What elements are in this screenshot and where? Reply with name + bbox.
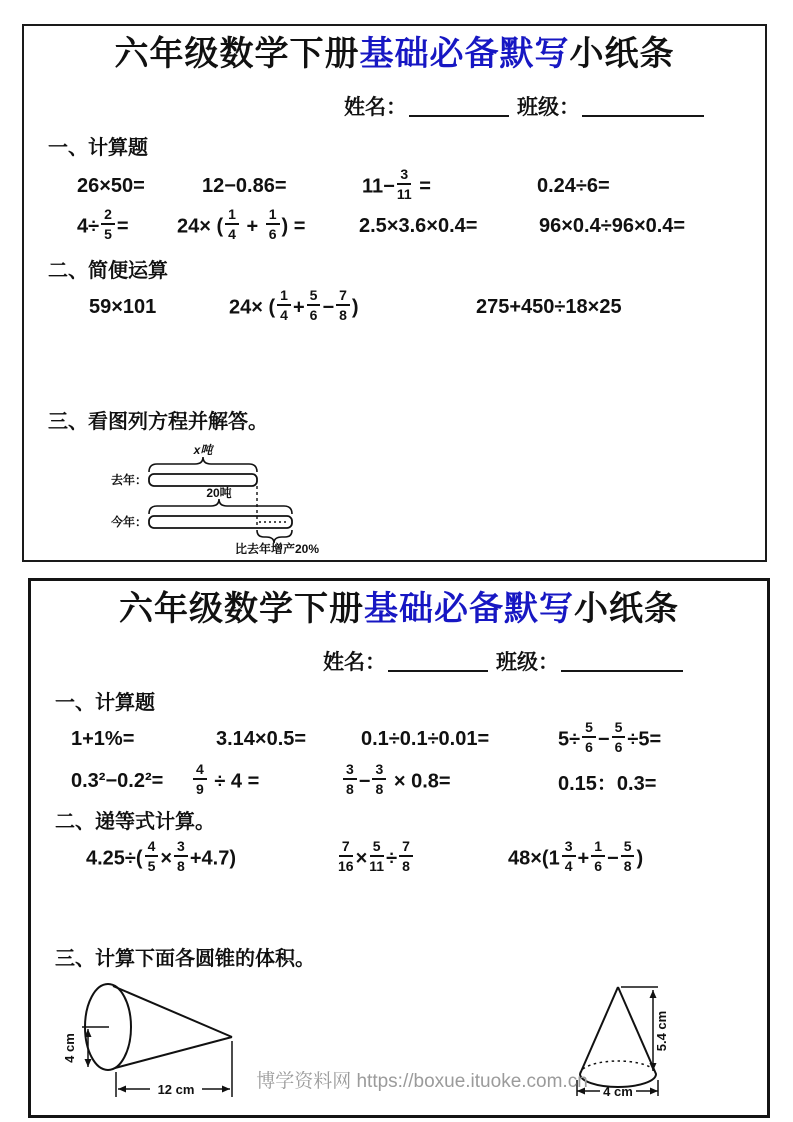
slip2-name-row bbox=[323, 646, 767, 676]
slip2-title bbox=[31, 589, 767, 630]
slip-2 bbox=[28, 578, 770, 1118]
title-black-post: 小纸条 bbox=[574, 590, 679, 628]
problem: 4.25÷( $\frac{4}{5}$ × $\frac{3}{8}$ +4.7) bbox=[86, 837, 236, 874]
diagram-bottom-label: 比去年增产20% bbox=[234, 541, 320, 554]
fraction: $\frac{3}{8}$ bbox=[372, 762, 386, 796]
slip2-sec1-row2 bbox=[71, 760, 767, 799]
diagram-bar2-label: 今年： bbox=[110, 514, 147, 529]
slip2-section1-heading: 一、计算题 bbox=[55, 691, 155, 714]
fraction: $\frac{7}{16}$ bbox=[338, 837, 354, 874]
problem: 59×101 bbox=[89, 296, 157, 319]
name-label: 姓名： bbox=[344, 95, 407, 119]
slip1-sec1-row1 bbox=[77, 165, 765, 204]
slip1-sec1-row2 bbox=[77, 205, 765, 244]
fraction: $\frac{1}{4}$ bbox=[225, 207, 239, 241]
problem: 0.3²−0.2²= bbox=[71, 770, 164, 793]
problem: 2.5×3.6×0.4= bbox=[359, 215, 478, 238]
slip2-sec1-row1 bbox=[71, 718, 767, 757]
problem: 0.24÷6= bbox=[537, 175, 610, 198]
problem: 4÷ $\frac{2}{5}$ = bbox=[77, 205, 129, 242]
slip2-section3-heading: 三、计算下面各圆锥的体积。 bbox=[55, 947, 315, 970]
title-blue-highlight: 基础必备默写 bbox=[364, 590, 574, 628]
bar-last-year bbox=[149, 474, 257, 486]
name-label: 姓名： bbox=[323, 650, 386, 674]
fraction: $\frac{5}{11}$ bbox=[369, 837, 385, 874]
problem: $\frac{4}{9}$ ÷ 4 = bbox=[191, 765, 341, 799]
fraction: $\frac{3}{8}$ bbox=[343, 762, 357, 796]
fraction: $\frac{5}{6}$ bbox=[612, 720, 626, 754]
bar-model-svg bbox=[109, 442, 379, 554]
problem: 11− $\frac{3}{11}$ = bbox=[362, 165, 431, 202]
cone-left-radius-label: 4 cm bbox=[62, 1032, 77, 1063]
diagram-bar1-label: 去年： bbox=[110, 472, 147, 487]
fraction: $\frac{2}{5}$ bbox=[101, 207, 115, 241]
fraction: $\frac{1}{6}$ bbox=[266, 207, 280, 241]
over-brace-top bbox=[149, 457, 257, 472]
problem: $\frac{3}{8}$ − $\frac{3}{8}$ × 0.8= bbox=[341, 765, 558, 799]
problem: $\frac{7}{16}$ × $\frac{5}{11}$ ÷ $\frac{7}{8}$ bbox=[336, 842, 508, 876]
problem: 26×50= bbox=[77, 175, 145, 198]
class-blank-line bbox=[561, 649, 683, 672]
slip1-section1-heading: 一、计算题 bbox=[48, 136, 148, 159]
watermark-text: 博学资料网 https://boxue.ituoke.com.cn bbox=[256, 1071, 588, 1092]
fraction: $\frac{7}{8}$ bbox=[399, 839, 413, 873]
name-blank-line bbox=[388, 649, 488, 672]
problem: 1+1%= bbox=[71, 728, 135, 751]
fraction: $\frac{5}{6}$ bbox=[307, 288, 321, 322]
over-brace-middle bbox=[149, 499, 292, 514]
cone-right-diameter-label: 4 cm bbox=[603, 1083, 633, 1099]
slip1-name-row bbox=[344, 91, 765, 121]
problem: 0.15：0.3= bbox=[558, 773, 657, 796]
problem: 5÷ $\frac{5}{6}$ − $\frac{5}{6}$ ÷5= bbox=[558, 718, 662, 755]
problem: 96×0.4÷96×0.4= bbox=[539, 215, 686, 238]
problem: 12−0.86= bbox=[202, 175, 287, 198]
problem: 3.14×0.5= bbox=[216, 728, 307, 751]
title-black-pre: 六年级数学下册 bbox=[114, 35, 360, 73]
slip2-sec2-row bbox=[86, 837, 767, 876]
title-blue-highlight: 基础必备默写 bbox=[359, 35, 570, 73]
class-label: 班级： bbox=[496, 650, 559, 674]
fraction: $\frac{5}{8}$ bbox=[621, 839, 635, 873]
problem: 24× ( $\frac{1}{4}$ + $\frac{5}{6}$ − $\frac{7}{8}$ ) bbox=[229, 286, 359, 323]
class-blank-line bbox=[582, 94, 704, 117]
name-blank-line bbox=[409, 94, 509, 117]
title-black-pre: 六年级数学下册 bbox=[119, 590, 364, 628]
fraction: $\frac{3}{4}$ bbox=[562, 839, 576, 873]
slip1-title bbox=[24, 34, 765, 75]
fraction: $\frac{4}{5}$ bbox=[145, 839, 159, 873]
fraction: $\frac{1}{4}$ bbox=[277, 288, 291, 322]
problem: 24× ( $\frac{1}{4}$ + $\frac{1}{6}$ ) = bbox=[177, 205, 306, 242]
fraction: $\frac{5}{6}$ bbox=[582, 720, 596, 754]
class-label: 班级： bbox=[517, 95, 580, 119]
slip-1 bbox=[22, 24, 767, 562]
cone-right-height-label: 5.4 cm bbox=[654, 1010, 669, 1052]
slip1-section3-heading: 三、看图列方程并解答。 bbox=[48, 410, 268, 433]
fraction: $\frac{3}{8}$ bbox=[174, 839, 188, 873]
fraction: $\frac{1}{6}$ bbox=[591, 839, 605, 873]
cone-left-lower-edge bbox=[115, 1037, 232, 1068]
problem: 0.1÷0.1÷0.01= bbox=[361, 728, 490, 751]
bar-model-diagram bbox=[109, 442, 765, 559]
problem: 48×(1 $\frac{3}{4}$ + $\frac{1}{6}$ − $\frac{5}{8}$ ) bbox=[508, 837, 644, 874]
slip1-sec2-row bbox=[89, 286, 765, 325]
slip2-section2-heading: 二、递等式计算。 bbox=[55, 810, 215, 833]
arrow-up-icon bbox=[650, 990, 657, 998]
problem: 275+450÷18×25 bbox=[476, 296, 622, 319]
cone-left-height-label: 12 cm bbox=[157, 1081, 195, 1097]
fraction: $\frac{7}{8}$ bbox=[336, 288, 350, 322]
slip1-section2-heading: 二、简便运算 bbox=[48, 259, 168, 282]
diagram-top-label: x吨 bbox=[193, 442, 213, 457]
fraction: $\frac{3}{11}$ bbox=[396, 165, 412, 202]
title-black-post: 小纸条 bbox=[569, 35, 675, 73]
fraction: $\frac{4}{9}$ bbox=[193, 762, 207, 796]
diagram-mid-label: 20吨 bbox=[206, 485, 232, 500]
